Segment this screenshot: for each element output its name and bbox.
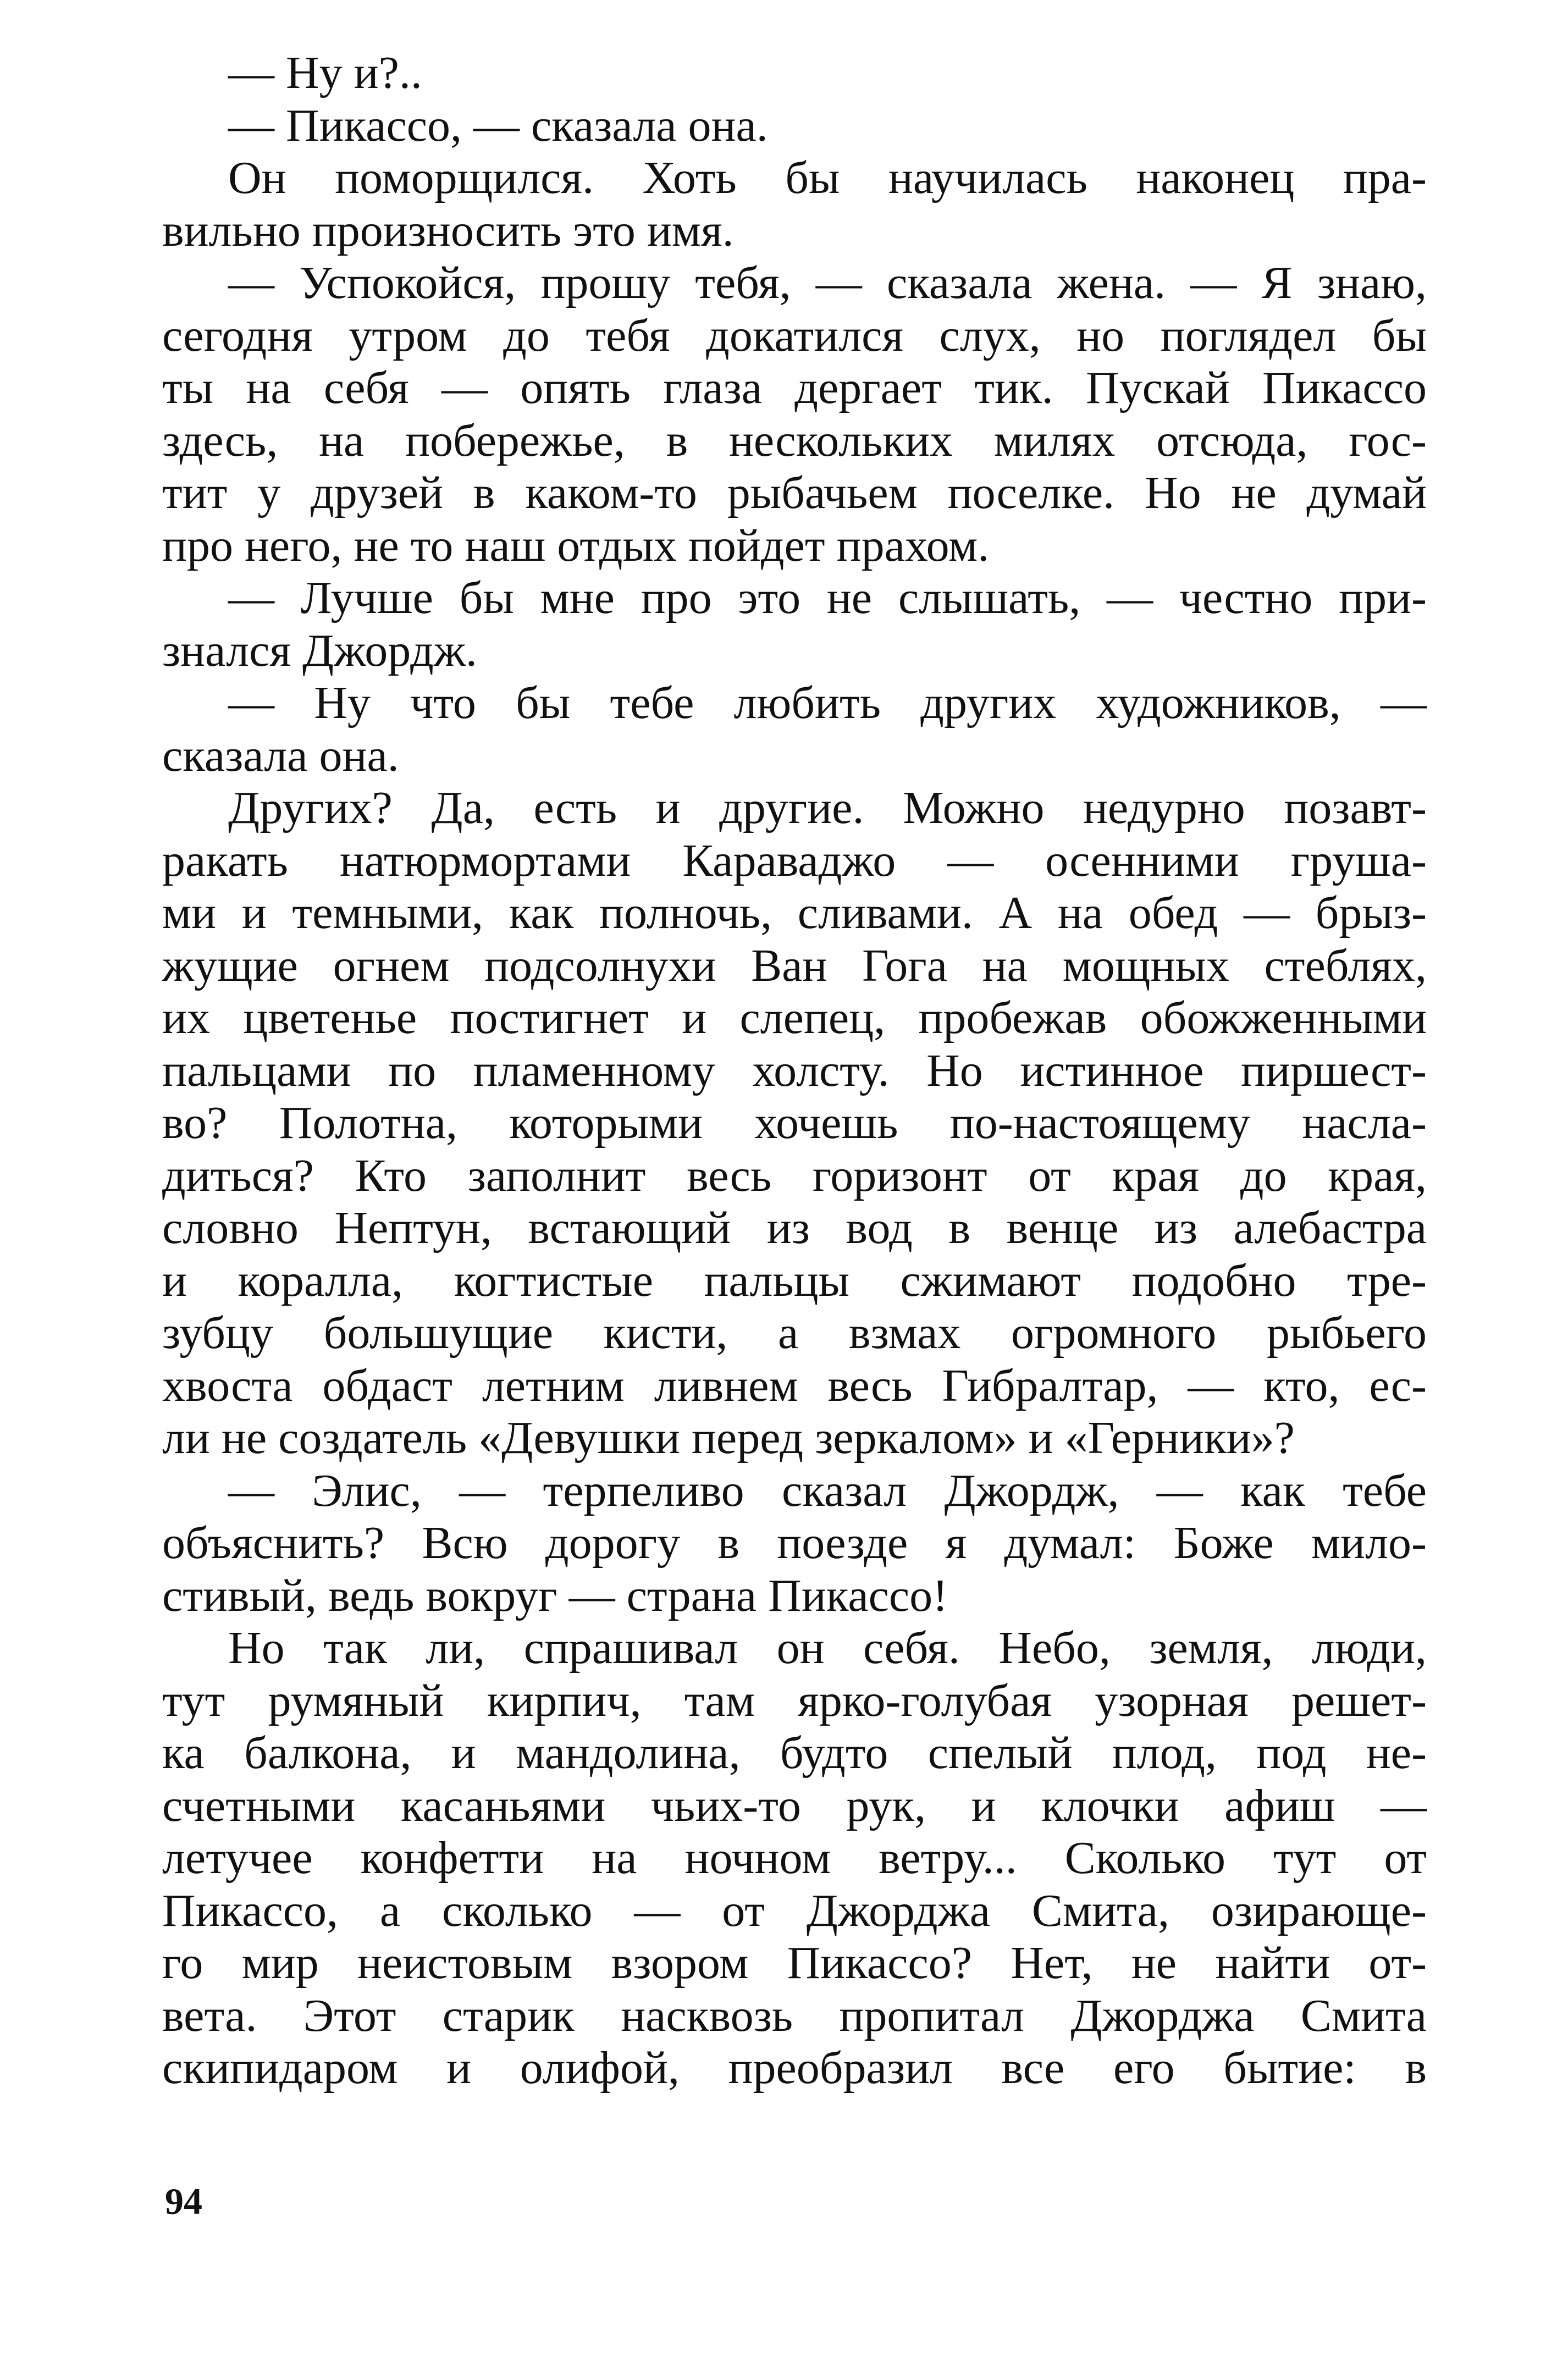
text-line: словно Нептун, встающий из вод в венце из алебастра: [162, 1202, 1427, 1253]
text-line: — Лучше бы мне про это не слышать, — честно при-: [228, 572, 1427, 623]
text-line: жущие огнем подсолнухи Ван Гога на мощных стеблях,: [162, 940, 1427, 991]
text-line: вета. Этот старик насквозь пропитал Джорджа Смита: [162, 1990, 1427, 2041]
text-line: пальцами по пламенному холсту. Но истинное пиршест-: [162, 1045, 1427, 1096]
text-line: их цветенье постигнет и слепец, пробежав обожженными: [162, 992, 1427, 1043]
body-text: [162, 47, 1427, 2095]
text-line: сказала она.: [162, 730, 399, 781]
text-line: и коралла, когтистые пальцы сжимают подобно тре-: [162, 1255, 1427, 1306]
text-line: знался Джордж.: [162, 625, 477, 676]
text-line: скипидаром и олифой, преобразил все его бытие: в: [162, 2042, 1427, 2094]
text-line: вильно произносить это имя.: [162, 205, 734, 256]
text-line: — Пикассо, — сказала она.: [228, 100, 768, 151]
text-line: ми и темными, как полночь, сливами. А на обед — брыз-: [162, 887, 1427, 938]
text-line: Но так ли, спрашивал он себя. Небо, земля, люди,: [228, 1622, 1427, 1673]
text-line: ка балкона, и мандолина, будто спелый плод, под не-: [162, 1727, 1427, 1779]
text-line: ракать натюрмортами Караваджо — осенними груша-: [162, 835, 1427, 886]
text-line: тут румяный кирпич, там ярко-голубая узорная решет-: [162, 1675, 1427, 1726]
text-line: Других? Да, есть и другие. Можно недурно позавт-: [228, 782, 1427, 833]
text-line: летучее конфетти на ночном ветру... Сколько тут от: [162, 1832, 1427, 1884]
text-line: зубцу большущие кисти, а взмах огромного рыбьего: [162, 1307, 1427, 1358]
text-line: про него, не то наш отдых пойдет прахом.: [162, 520, 990, 571]
text-line: стивый, ведь вокруг — страна Пикассо!: [162, 1570, 948, 1621]
text-line: — Успокойся, прошу тебя, — сказала жена. — Я знаю,: [228, 257, 1427, 308]
text-line: го мир неистовым взором Пикассо? Нет, не найти от-: [162, 1937, 1427, 1989]
text-line: здесь, на побережье, в нескольких милях отсюда, гос-: [162, 415, 1427, 466]
text-line: ты на себя — опять глаза дергает тик. Пускай Пикассо: [162, 362, 1427, 413]
text-line: — Элис, — терпеливо сказал Джордж, — как тебе: [228, 1465, 1427, 1516]
text-line: ли не создатель «Девушки перед зеркалом» и «Герники»?: [162, 1412, 1295, 1463]
text-line: тит у друзей в каком-то рыбачьем поселке. Но не думай: [162, 467, 1427, 518]
text-line: Он поморщился. Хоть бы научилась наконец пра-: [228, 152, 1427, 203]
text-line: хвоста обдаст летним ливнем весь Гибралтар, — кто, ес-: [162, 1360, 1427, 1411]
text-line: Пикассо, а сколько — от Джорджа Смита, озирающе-: [162, 1885, 1427, 1936]
text-line: диться? Кто заполнит весь горизонт от края до края,: [162, 1150, 1427, 1201]
text-line: — Ну что бы тебе любить других художников, —: [228, 677, 1427, 728]
text-line: сегодня утром до тебя докатился слух, но поглядел бы: [162, 310, 1427, 361]
text-line: — Ну и?..: [228, 47, 422, 98]
text-line: счетными касаньями чьих-то рук, и клочки афиш —: [162, 1780, 1427, 1831]
text-line: объяснить? Всю дорогу в поезде я думал: Боже мило-: [162, 1517, 1427, 1568]
text-line: во? Полотна, которыми хочешь по-настоящему насла-: [162, 1097, 1427, 1148]
page-number: 94: [165, 2180, 202, 2222]
